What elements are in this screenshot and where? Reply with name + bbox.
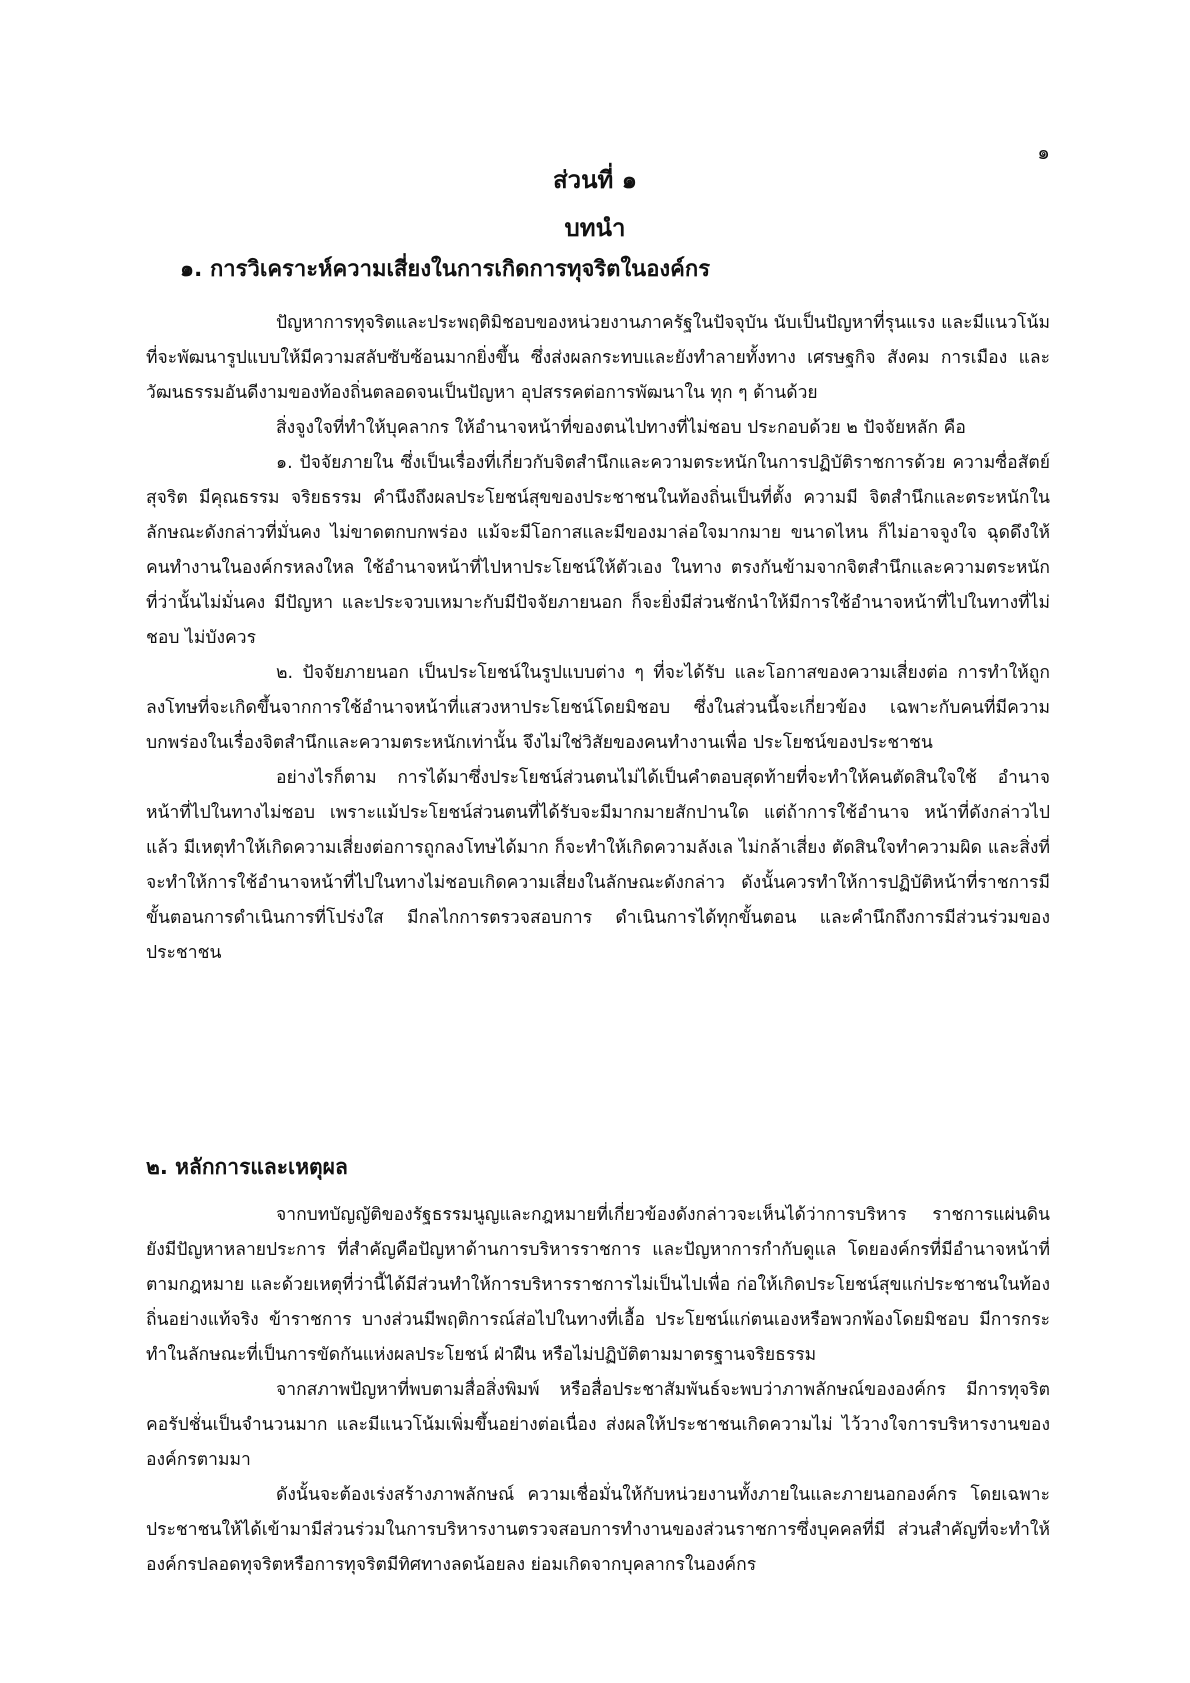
section-1-body [146, 306, 1050, 971]
section-1-paragraph: ๑. ปัจจัยภายใน ซึ่งเป็นเรื่องที่เกี่ยวกับจิตสำนึกและความตระหนักในการปฏิบัติราชการด้วย ความซื่อสัตย์ สุจริต มีคุณธรรม จริยธรรม คำนึงถึงผลประโยชน์สุขของประชาชนในท้องถิ่นเป็นที่ตั้ง ความมี จิตสำนึกและตระหนักในลักษณะดังกล่าวที่มั่นคง ไม่ขาดตกบกพร่อง แม้จะมีโอกาสและมีของมาล่อใจมากมาย ขนาดไหน ก็ไม่อาจจูงใจ ฉุดดึงให้คนทำงานในองค์กรหลงใหล ใช้อำนาจหน้าที่ไปหาประโยชน์ให้ตัวเอง ในทาง ตรงกันข้ามจากจิตสำนึกและความตระหนักที่ว่านั้นไม่มั่นคง มีปัญหา และประจวบเหมาะกับมีปัจจัยภายนอก ก็จะยิ่งมีส่วนชักนำให้มีการใช้อำนาจหน้าที่ไปในทางที่ไม่ชอบ ไม่บังควร [146, 453, 1050, 648]
section-2-paragraph: ดังนั้นจะต้องเร่งสร้างภาพลักษณ์ ความเชื่อมั่นให้กับหน่วยงานทั้งภายในและภายนอกองค์กร โดยเฉพาะประชาชนให้ได้เข้ามามีส่วนร่วมในการบริหารงานตรวจสอบการทำงานของส่วนราชการซึ่งบุคคลที่มี ส่วนสำคัญที่จะทำให้องค์กรปลอดทุจริตหรือการทุจริตมีทิศทางลดน้อยลง ย่อมเกิดจากบุคลากรในองค์กร [146, 1485, 1050, 1575]
section-1-paragraph: ปัญหาการทุจริตและประพฤติมิชอบของหน่วยงานภาครัฐในปัจจุบัน นับเป็นปัญหาที่รุนแรง และมีแนวโน้มที่จะพัฒนารูปแบบให้มีความสลับซับซ้อนมากยิ่งขึ้น ซึ่งส่งผลกระทบและยังทำลายทั้งทาง เศรษฐกิจ สังคม การเมือง และวัฒนธรรมอันดีงามของท้องถิ่นตลอดจนเป็นปัญหา อุปสรรคต่อการพัฒนาใน ทุก ๆ ด้านด้วย [146, 313, 1050, 403]
section-1-paragraph: อย่างไรก็ตาม การได้มาซึ่งประโยชน์ส่วนตนไม่ได้เป็นคำตอบสุดท้ายที่จะทำให้คนตัดสินใจใช้ อำนาจหน้าที่ไปในทางไม่ชอบ เพราะแม้ประโยชน์ส่วนตนที่ได้รับจะมีมากมายสักปานใด แต่ถ้าการใช้อำนาจ หน้าที่ดังกล่าวไปแล้ว มีเหตุทำให้เกิดความเสี่ยงต่อการถูกลงโทษได้มาก ก็จะทำให้เกิดความลังเล ไม่กล้าเสี่ยง ตัดสินใจทำความผิด และสิ่งที่จะทำให้การใช้อำนาจหน้าที่ไปในทางไม่ชอบเกิดความเสี่ยงในลักษณะดังกล่าว ดังนั้นควรทำให้การปฏิบัติหน้าที่ราชการมีขั้นตอนการดำเนินการที่โปร่งใส มีกลไกการตรวจสอบการ ดำเนินการได้ทุกขั้นตอน และคำนึกถึงการมีส่วนร่วมของประชาชน [146, 768, 1050, 963]
section-1-heading: ๑. การวิเคราะห์ความเสี่ยงในการเกิดการทุจริตในองค์กร [180, 257, 711, 282]
page-number: ๑ [1037, 140, 1050, 164]
section-2-paragraph: จากบทบัญญัติของรัฐธรรมนูญและกฎหมายที่เกี่ยวข้องดังกล่าวจะเห็นได้ว่าการบริหาร ราชการแผ่นดิน ยังมีปัญหาหลายประการ ที่สำคัญคือปัญหาด้านการบริหารราชการ และปัญหาการกำกับดูแล โดยองค์กรที่มีอำนาจหน้าที่ตามกฎหมาย และด้วยเหตุที่ว่านี้ได้มีส่วนทำให้การบริหารราชการไม่เป็นไปเพื่อ ก่อให้เกิดประโยชน์สุขแก่ประชาชนในท้องถิ่นอย่างแท้จริง ข้าราชการ บางส่วนมีพฤติการณ์ส่อไปในทางที่เอื้อ ประโยชน์แก่ตนเองหรือพวกพ้องโดยมิชอบ มีการกระทำในลักษณะที่เป็นการขัดกันแห่งผลประโยชน์ ฝ่าฝืน หรือไม่ปฏิบัติตามมาตรฐานจริยธรรม [146, 1205, 1050, 1365]
intro-title: บทนำ [564, 214, 626, 242]
section-1-paragraph: สิ่งจูงใจที่ทำให้บุคลากร ให้อำนาจหน้าที่ของตนไปทางที่ไม่ชอบ ประกอบด้วย ๒ ปัจจัยหลัก คือ [276, 418, 966, 438]
part-title: ส่วนที่ ๑ [553, 166, 637, 194]
section-2-paragraph: จากสภาพปัญหาที่พบตามสื่อสิ่งพิมพ์ หรือสื่อประชาสัมพันธ์จะพบว่าภาพลักษณ์ขององค์กร มีการทุจริตคอรัปชั่นเป็นจำนวนมาก และมีแนวโน้มเพิ่มขึ้นอย่างต่อเนื่อง ส่งผลให้ประชาชนเกิดความไม่ ไว้วางใจการบริหารงานขององค์กรตามมา [146, 1380, 1050, 1470]
section-2-heading: ๒. หลักการและเหตุผล [146, 1155, 348, 1179]
section-2-body [146, 1198, 1050, 1583]
section-1-paragraph: ๒. ปัจจัยภายนอก เป็นประโยชน์ในรูปแบบต่าง ๆ ที่จะได้รับ และโอกาสของความเสี่ยงต่อ การทำให้ถูกลงโทษที่จะเกิดขึ้นจากการใช้อำนาจหน้าที่แสวงหาประโยชน์โดยมิชอบ ซึ่งในส่วนนี้จะเกี่ยวข้อง เฉพาะกับคนที่มีความบกพร่องในเรื่องจิตสำนึกและความตระหนักเท่านั้น จึงไม่ใช่วิสัยของคนทำงานเพื่อ ประโยชน์ของประชาชน [146, 663, 1050, 753]
